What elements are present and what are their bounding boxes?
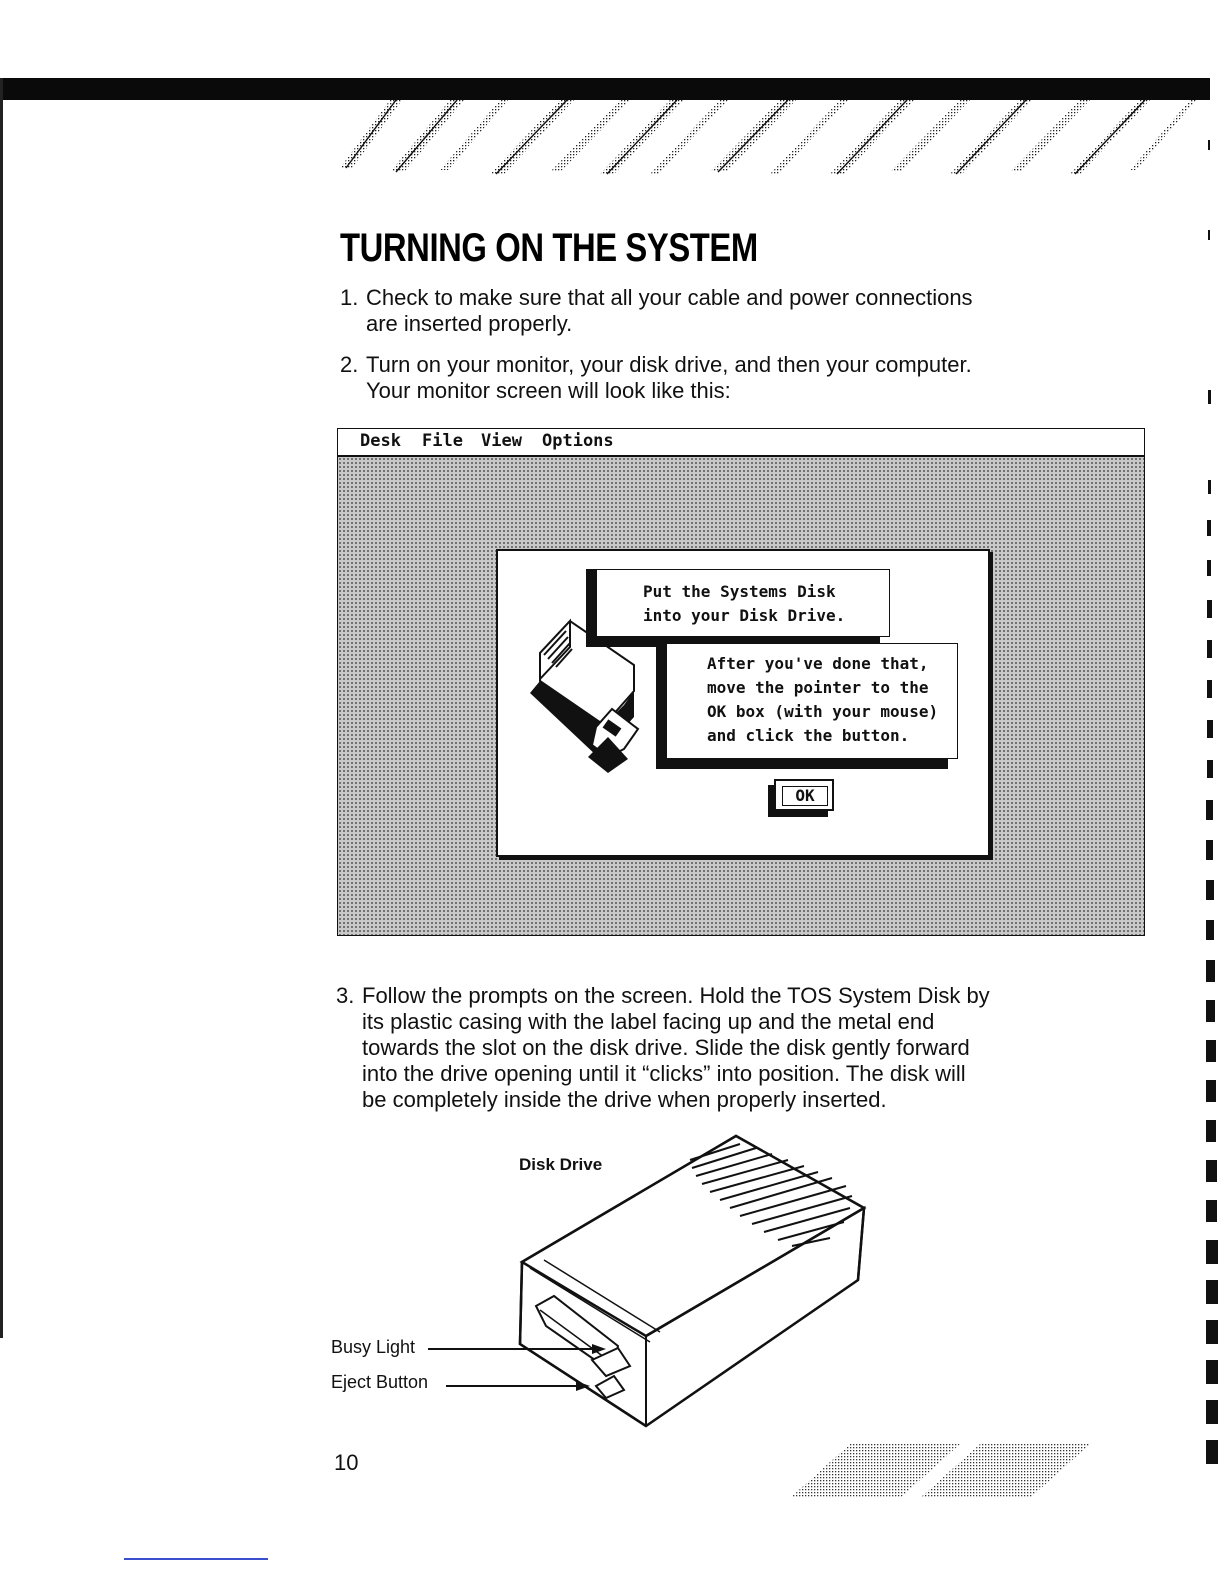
step-text-line: are inserted properly. [366, 311, 573, 336]
message-line: After you've done that, [707, 654, 929, 673]
step-text-line: be completely inside the drive when properly inserted. [362, 1087, 887, 1112]
page-number: 10 [334, 1450, 359, 1475]
message-box-1 [596, 569, 890, 637]
ok-button[interactable] [774, 779, 834, 811]
message-line: move the pointer to the [707, 678, 929, 697]
page-edge [0, 78, 3, 1338]
step-1 [340, 285, 1100, 341]
callout-eject-button: Eject Button [331, 1372, 429, 1392]
binding-marks [1200, 140, 1224, 1500]
step-text-line: Follow the prompts on the screen. Hold the TOS System Disk by [362, 983, 990, 1008]
header-bar [0, 78, 1210, 100]
step-number: 2. [340, 352, 359, 377]
callout-arrows [420, 1330, 620, 1410]
message-line: Put the Systems Disk [643, 582, 836, 601]
footer-rule [124, 1558, 268, 1560]
step-text-line: its plastic casing with the label facing up and the metal end [362, 1009, 935, 1034]
footer-stripes [790, 1444, 1090, 1498]
header-stripes [330, 100, 1200, 180]
insert-disk-dialog [496, 549, 990, 857]
step-text-line: into the drive opening until it “clicks” into position. The disk will [362, 1061, 966, 1086]
monitor-screen [337, 428, 1145, 936]
step-text-line: Check to make sure that all your cable and power connections [366, 285, 973, 310]
desktop-pattern [338, 457, 1144, 935]
message-box-2 [666, 643, 958, 759]
message-line: into your Disk Drive. [643, 606, 846, 625]
figure-title: Disk Drive [519, 1155, 603, 1174]
step-text-line: Your monitor screen will look like this: [366, 378, 731, 403]
callout-busy-light: Busy Light [331, 1337, 416, 1357]
message-line: and click the button. [707, 726, 910, 745]
menu-desk[interactable]: Desk [360, 431, 401, 451]
page-title: TURNING ON THE SYSTEM [340, 226, 758, 270]
message-line: OK box (with your mouse) [707, 702, 939, 721]
step-number: 1. [340, 285, 359, 310]
step-2 [340, 352, 1100, 408]
menu-view[interactable]: View [481, 431, 522, 451]
menu-options[interactable]: Options [542, 431, 614, 451]
ok-button-label: OK [782, 786, 828, 806]
step-text-line: Turn on your monitor, your disk drive, and then your computer. [366, 352, 972, 377]
step-number: 3. [336, 983, 355, 1008]
menu-bar [338, 429, 1144, 457]
step-3 [336, 983, 1116, 1115]
step-text-line: towards the slot on the disk drive. Slide the disk gently forward [362, 1035, 970, 1060]
menu-file[interactable]: File [422, 431, 463, 451]
